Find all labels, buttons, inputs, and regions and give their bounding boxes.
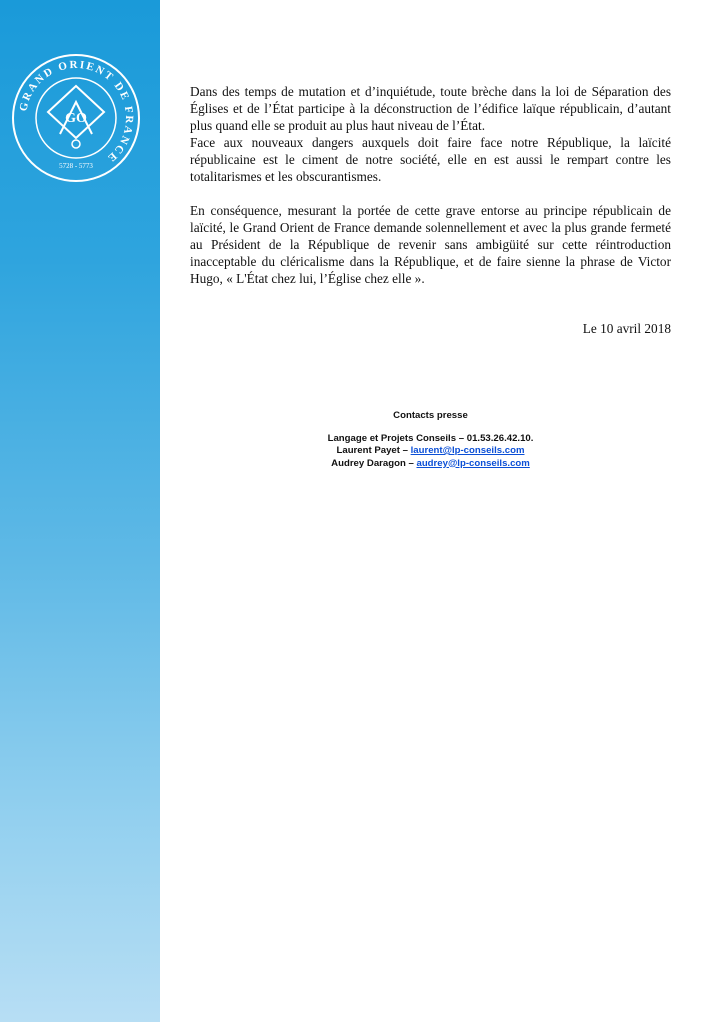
contact-audrey (190, 458, 671, 471)
contact-laurent (190, 445, 671, 458)
contact-laurent-name: Laurent Payet – (336, 445, 411, 456)
contacts-title: Contacts presse (393, 410, 468, 421)
press-release-body (190, 83, 671, 287)
contact-audrey-name: Audrey Daragon – (331, 457, 417, 469)
release-date: Le 10 avril 2018 (582, 321, 671, 336)
contact-laurent-email-link[interactable]: laurent@lp-conseils.com (410, 445, 525, 456)
svg-text:5728 - 5773: 5728 - 5773 (59, 162, 93, 170)
svg-text:GO: GO (65, 111, 87, 126)
paragraph-separation: Dans des temps de mutation et d’inquiétude, toute brèche dans la loi de Séparation des Églises et de l’État participe à la déconstruction de l’édifice laïque républicain, d’autant plus quand elle se produit au plus haut niveau de l’État. (190, 84, 671, 133)
grand-orient-seal-logo (10, 52, 142, 184)
svg-text:GRAND ORIENT DE FRANCE: GRAND ORIENT DE FRANCE (17, 58, 136, 165)
paragraph-dangers: Face aux nouveaux dangers auxquels doit faire face notre République, la laïcité républicaine est le ciment de notre société, elle en est aussi le rempart contre les totalitarismes et les obscurantismes. (190, 135, 671, 184)
paragraph-consequence: En conséquence, mesurant la portée de cette grave entorse au principe républicain de laïcité, le Grand Orient de France demande solennellement et avec la plus grande fermeté au Président de la République de revenir sans ambigüité sur cette réintroduction inacceptable du cléricalisme dans la République, et de faire sienne la phrase de Victor Hugo, « L'État chez lui, l’Église chez elle ». (190, 203, 671, 286)
contacts-agency: Langage et Projets Conseils – 01.53.26.42.10. (327, 432, 534, 444)
blue-sidebar (0, 0, 160, 1022)
contact-audrey-email-link[interactable]: audrey@lp-conseils.com (416, 457, 530, 469)
press-contacts (190, 410, 671, 470)
